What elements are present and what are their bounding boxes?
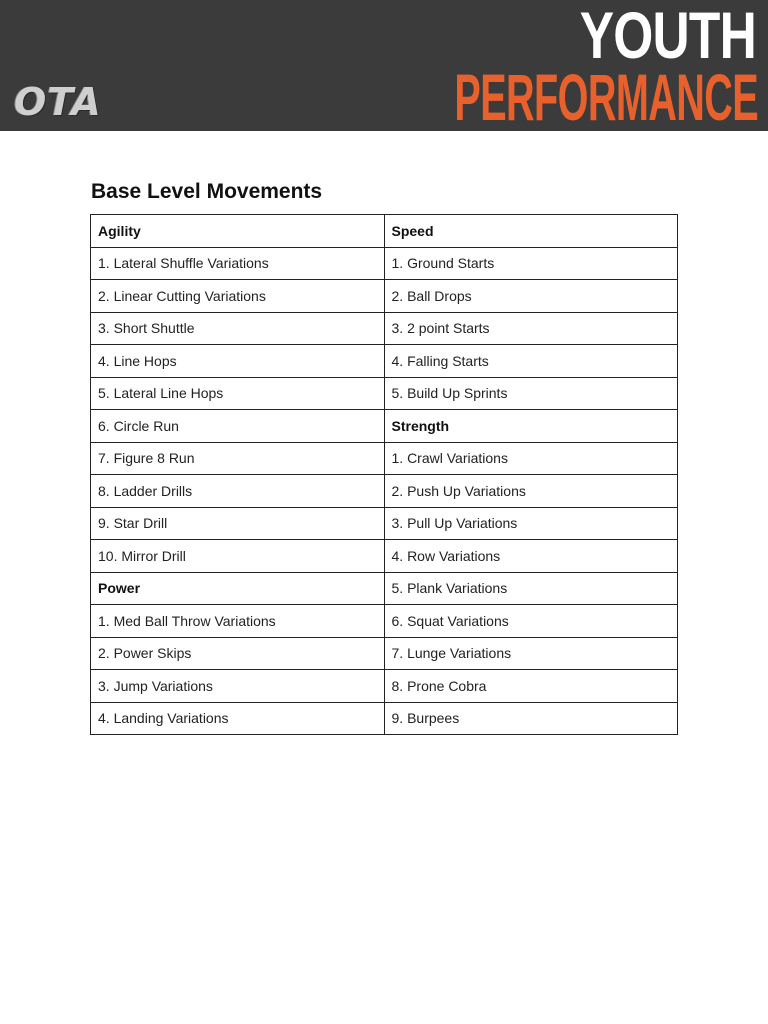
table-row <box>91 312 678 345</box>
movement-cell: 7. Figure 8 Run <box>91 442 385 475</box>
movement-cell: 4. Falling Starts <box>384 345 678 378</box>
movement-cell: 5. Build Up Sprints <box>384 377 678 410</box>
movement-cell: 10. Mirror Drill <box>91 540 385 573</box>
ota-logo: OTA <box>14 80 102 124</box>
movement-cell: 5. Plank Variations <box>384 572 678 605</box>
table-row <box>91 670 678 703</box>
movement-cell: 2. Push Up Variations <box>384 475 678 508</box>
movement-cell: 1. Med Ball Throw Variations <box>91 605 385 638</box>
movement-cell: 1. Ground Starts <box>384 247 678 280</box>
movement-cell: 2. Power Skips <box>91 637 385 670</box>
movement-cell: 2. Linear Cutting Variations <box>91 280 385 313</box>
table-row <box>91 605 678 638</box>
movement-cell: 4. Line Hops <box>91 345 385 378</box>
movement-cell: 6. Squat Variations <box>384 605 678 638</box>
header-banner <box>0 0 768 134</box>
movement-cell: 1. Lateral Shuffle Variations <box>91 247 385 280</box>
movements-table <box>90 214 678 735</box>
movement-cell: 3. Jump Variations <box>91 670 385 703</box>
section-heading-cell: Strength <box>384 410 678 443</box>
movement-cell: 3. Pull Up Variations <box>384 507 678 540</box>
movement-cell: 1. Crawl Variations <box>384 442 678 475</box>
movement-cell: 3. 2 point Starts <box>384 312 678 345</box>
table-row <box>91 410 678 443</box>
movement-cell: 8. Ladder Drills <box>91 475 385 508</box>
table-row <box>91 572 678 605</box>
table-row <box>91 377 678 410</box>
movement-cell: 3. Short Shuttle <box>91 312 385 345</box>
movement-cell: 8. Prone Cobra <box>384 670 678 703</box>
table-row <box>91 540 678 573</box>
movement-cell: 4. Row Variations <box>384 540 678 573</box>
table-row <box>91 702 678 735</box>
table-row <box>91 442 678 475</box>
section-heading-cell: Agility <box>91 215 385 248</box>
table-row <box>91 280 678 313</box>
table-row <box>91 637 678 670</box>
table-row <box>91 247 678 280</box>
table-row <box>91 345 678 378</box>
brand-performance-text: PERFORMANCE <box>454 60 758 134</box>
table-row <box>91 507 678 540</box>
table-row <box>91 215 678 248</box>
brand-youth-text: YOUTH <box>579 0 756 72</box>
movement-cell: 2. Ball Drops <box>384 280 678 313</box>
movement-cell: 4. Landing Variations <box>91 702 385 735</box>
page-title: Base Level Movements <box>91 180 323 203</box>
movement-cell: 6. Circle Run <box>91 410 385 443</box>
table-row <box>91 475 678 508</box>
movement-cell: 9. Burpees <box>384 702 678 735</box>
movement-cell: 9. Star Drill <box>91 507 385 540</box>
movement-cell: 7. Lunge Variations <box>384 637 678 670</box>
section-heading-cell: Power <box>91 572 385 605</box>
section-heading-cell: Speed <box>384 215 678 248</box>
movement-cell: 5. Lateral Line Hops <box>91 377 385 410</box>
